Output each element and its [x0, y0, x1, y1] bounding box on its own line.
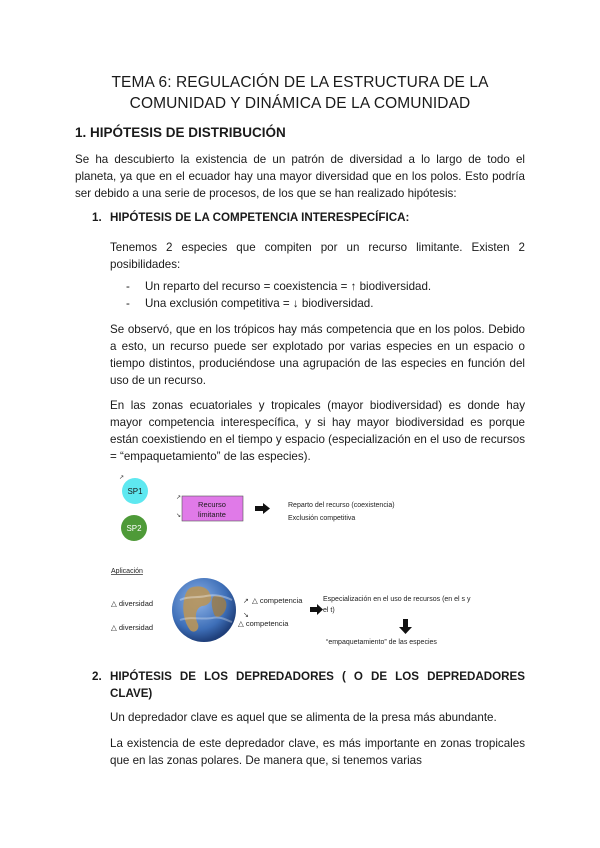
competition-up-label: △ competencia [252, 596, 303, 605]
specialization-line-1: Especialización en el uso de recursos (en el s y [323, 596, 471, 603]
right-arrow-icon [255, 503, 270, 514]
small-arrow-icon: ↗ [119, 475, 125, 481]
small-arrow-icon: ↗ [243, 598, 249, 605]
sp2-label: SP2 [126, 524, 142, 533]
globe-image [172, 578, 236, 642]
resource-label-1: Recurso [198, 500, 226, 509]
subheading-number: 1. [92, 211, 102, 224]
competition-paragraph-2: Se observó, que en los trópicos hay más competencia que en los polos. Debido a esto, un recurso puede ser explotado por varias especies en un espacio o tiempo distintos, produciéndose una agrupación de las especies en función del uso de un recurso. [110, 323, 525, 387]
outcome-coexistence: Reparto del recurso (coexistencia) [288, 502, 395, 509]
competition-down-label: △ competencia [238, 619, 289, 628]
small-arrow-icon: ↗ [176, 495, 182, 501]
resource-box [182, 496, 243, 521]
application-label: Aplicación [111, 568, 143, 575]
small-arrow-icon: ↘ [176, 513, 182, 519]
packing-label: “empaquetamiento” de las especies [326, 639, 437, 646]
subheading-text: HIPÓTESIS DE LA COMPETENCIA INTERESPECÍFICA: [110, 211, 410, 224]
small-arrow-icon: ↘ [243, 612, 249, 619]
sp2-node [121, 515, 147, 541]
resource-label-2: limitante [198, 510, 226, 519]
diversity-down-label: △ diversidad [111, 623, 154, 632]
list-item: - Un reparto del recurso = coexistencia = ↑ biodiversidad. [126, 280, 432, 293]
list-item-text: Un reparto del recurso = coexistencia = ↑ biodiversidad. [145, 280, 432, 293]
outcome-exclusion: Exclusión competitiva [288, 515, 356, 522]
competition-paragraph-3: En las zonas ecuatoriales y tropicales (mayor biodiversidad) es donde hay mayor competencia interespecífica, y si hay mayor biodiversidad es porque están coexistiendo en el tiempo y espacio (especialización en el uso de recursos = “empaquetamiento” de las especies). [110, 399, 525, 463]
specialization-line-2: el t) [323, 607, 335, 614]
subheading-competition [92, 211, 409, 224]
subheading-number: 2. [92, 670, 102, 683]
subheading-text: HIPÓTESIS DE LOS DEPREDADORES ( O DE LOS DEPREDADORES CLAVE) [110, 670, 525, 700]
outcome-list [126, 278, 431, 312]
section-heading-distribution: 1. HIPÓTESIS DE DISTRIBUCIÓN [75, 125, 286, 140]
title-line-2: COMUNIDAD Y DINÁMICA DE LA COMUNIDAD [129, 95, 471, 112]
subheading-predators [92, 668, 525, 702]
competition-diagram [110, 470, 530, 652]
right-arrow-icon [310, 604, 323, 615]
sp1-node [122, 478, 148, 504]
competition-paragraph-1: Tenemos 2 especies que compiten por un recurso limitante. Existen 2 posibilidades: [110, 241, 525, 271]
predators-paragraph-2: La existencia de este depredador clave, es más importante en zonas tropicales que en las zonas polares. De manera que, si tenemos varias [110, 737, 525, 767]
title-line-1: TEMA 6: REGULACIÓN DE LA ESTRUCTURA DE LA [111, 74, 489, 91]
list-item: - Una exclusión competitiva = ↓ biodiversidad. [126, 297, 374, 310]
page-title [60, 72, 540, 114]
list-item-text: Una exclusión competitiva = ↓ biodiversidad. [145, 297, 374, 310]
diversity-up-label: △ diversidad [111, 599, 154, 608]
down-arrow-icon [399, 619, 412, 634]
predators-paragraph-1: Un depredador clave es aquel que se alimenta de la presa más abundante. [110, 711, 497, 724]
sp1-label: SP1 [127, 487, 143, 496]
intro-paragraph: Se ha descubierto la existencia de un patrón de diversidad a lo largo de todo el planeta, ya que en el ecuador hay una mayor diversidad que en los polos. Esto podría ser debido a una serie de procesos, de los que se han realizado hipótesis: [75, 153, 525, 200]
